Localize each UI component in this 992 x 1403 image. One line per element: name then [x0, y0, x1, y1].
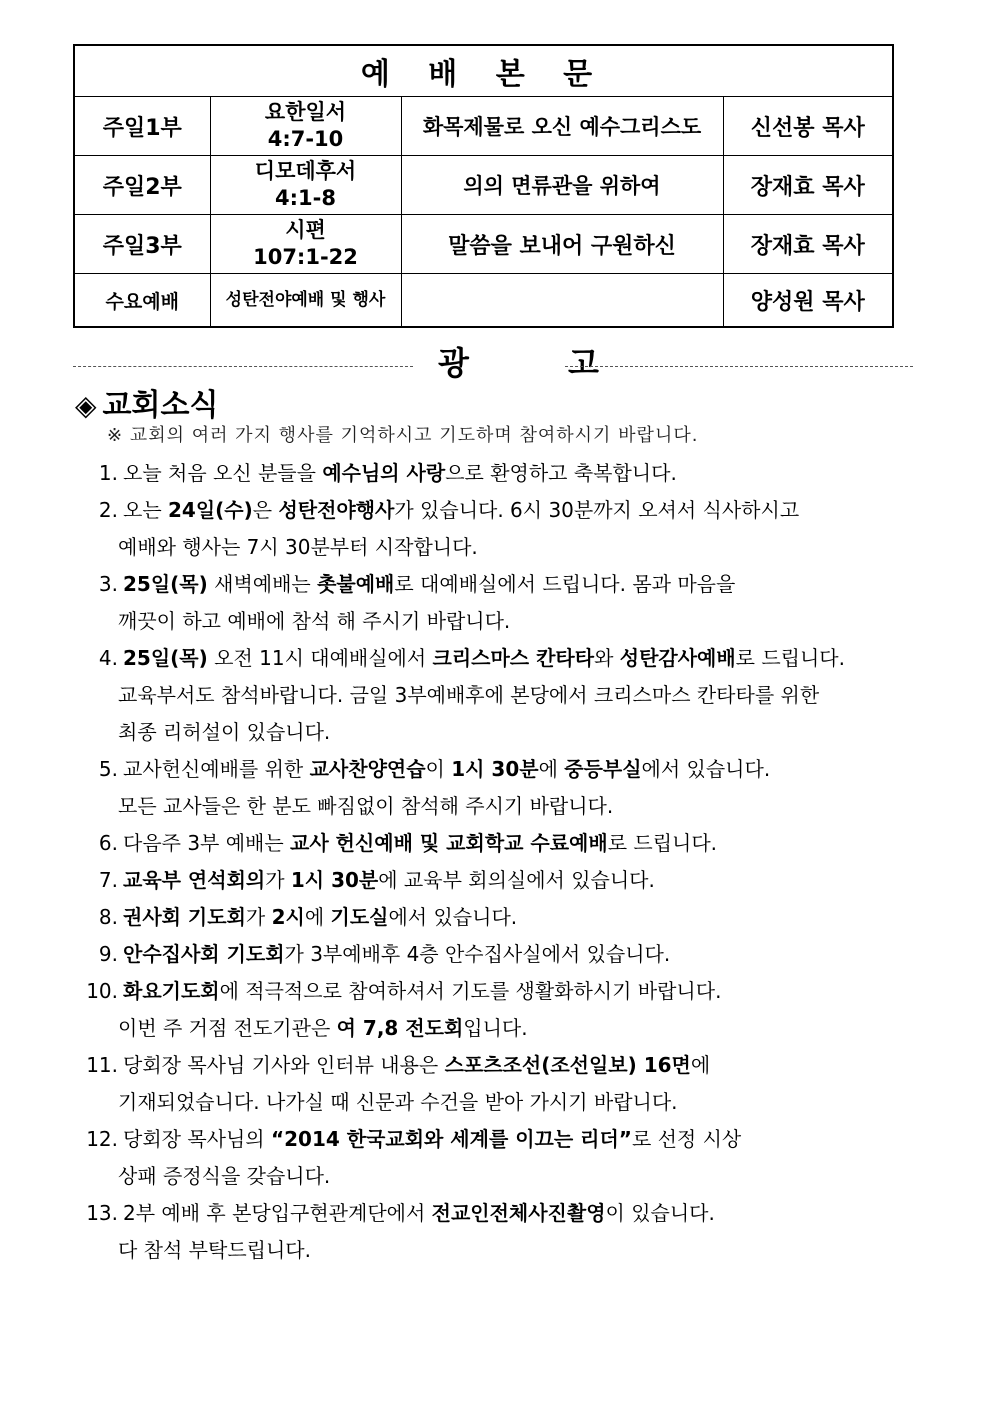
list-item-line	[70, 566, 920, 603]
divider-left	[73, 366, 413, 367]
list-item-continuation: 이번 주 거점 전도기관은 여 7,8 전도회입니다.	[118, 1016, 528, 1040]
list-item-line	[70, 973, 920, 1010]
service-name: 수요예배	[74, 274, 210, 328]
pastor-name: 장재효 목사	[723, 156, 893, 215]
divider-right	[565, 366, 913, 367]
list-item-number: 3.	[98, 572, 118, 596]
list-item-text: 당회장 목사님의 “2014 한국교회와 세계를 이끄는 리더”로 선정 시상	[123, 1127, 742, 1151]
list-item-continuation: 교육부서도 참석바랍니다. 금일 3부예배후에 본당에서 크리스마스 칸타타를 위한	[118, 683, 820, 707]
list-item-text: 교육부 연석회의가 1시 30분에 교육부 회의실에서 있습니다.	[123, 868, 655, 892]
table-row	[74, 156, 893, 215]
list-item-line	[70, 899, 920, 936]
list-item-continuation: 최종 리허설이 있습니다.	[118, 720, 331, 744]
list-item	[70, 492, 920, 566]
diamond-icon: ◈	[75, 389, 97, 422]
list-item-text: 오늘 처음 오신 분들을 예수님의 사랑으로 환영하고 축복합니다.	[123, 461, 677, 485]
list-item-number: 4.	[98, 646, 118, 670]
list-item-number: 6.	[98, 831, 118, 855]
pastor-name: 신선봉 목사	[723, 97, 893, 156]
list-item-text: 25일(목) 새벽예배는 촛불예배로 대예배실에서 드립니다. 몸과 마음을	[123, 572, 736, 596]
service-name: 주일1부	[74, 97, 210, 156]
list-item-continuation: 다 참석 부탁드립니다.	[118, 1238, 311, 1262]
list-item-line	[70, 1047, 920, 1084]
list-item-number: 12.	[86, 1127, 118, 1151]
list-item	[70, 1047, 920, 1121]
scripture: 성탄전야예배 및 행사	[210, 274, 401, 328]
ads-title: 광 고	[438, 344, 643, 382]
worship-title: 예 배 본 문	[74, 45, 893, 97]
sermon-title: 의의 면류관을 위하여	[401, 156, 723, 215]
list-item	[70, 825, 920, 862]
list-item-continuation: 상패 증정식을 갖습니다.	[118, 1164, 331, 1188]
list-item-number: 10.	[86, 979, 118, 1003]
sermon-title	[401, 274, 723, 328]
list-item-text: 안수집사회 기도회가 3부예배후 4층 안수집사실에서 있습니다.	[123, 942, 671, 966]
list-item-text: 오는 24일(수)은 성탄전야행사가 있습니다. 6시 30분까지 오셔서 식사하시고	[123, 498, 800, 522]
list-item-text: 다음주 3부 예배는 교사 헌신예배 및 교회학교 수료예배로 드립니다.	[123, 831, 718, 855]
ads-header	[73, 338, 913, 382]
list-item-text: 교사헌신예배를 위한 교사찬양연습이 1시 30분에 중등부실에서 있습니다.	[123, 757, 771, 781]
list-item-line	[70, 492, 920, 529]
scripture: 요한일서 4:7-10	[210, 97, 401, 156]
list-item	[70, 566, 920, 640]
list-item	[70, 751, 920, 825]
list-item-continuation: 기재되었습니다. 나가실 때 신문과 수건을 받아 가시기 바랍니다.	[118, 1090, 678, 1114]
list-item-continuation: 깨끗이 하고 예배에 참석 해 주시기 바랍니다.	[118, 609, 511, 633]
list-item-line	[70, 936, 920, 973]
list-item-number: 11.	[86, 1053, 118, 1077]
list-item	[70, 862, 920, 899]
table-row	[74, 274, 893, 328]
pastor-name: 장재효 목사	[723, 215, 893, 274]
list-item-line	[70, 1195, 920, 1232]
scripture: 디모데후서 4:1-8	[210, 156, 401, 215]
list-item-text: 화요기도회에 적극적으로 참여하셔서 기도를 생활화하시기 바랍니다.	[123, 979, 722, 1003]
list-item-continuation: 예배와 행사는 7시 30분부터 시작합니다.	[118, 535, 478, 559]
list-item-number: 8.	[98, 905, 118, 929]
list-item	[70, 973, 920, 1047]
list-item-number: 2.	[98, 498, 118, 522]
service-name: 주일3부	[74, 215, 210, 274]
list-item-text: 당회장 목사님 기사와 인터뷰 내용은 스포츠조선(조선일보) 16면에	[123, 1053, 711, 1077]
worship-table	[73, 44, 894, 328]
service-name: 주일2부	[74, 156, 210, 215]
list-item-line	[70, 825, 920, 862]
notice-text: ※ 교회의 여러 가지 행사를 기억하시고 기도하며 참여하시기 바랍니다.	[107, 425, 699, 446]
list-item	[70, 640, 920, 751]
list-item	[70, 455, 920, 492]
list-item-text: 25일(목) 오전 11시 대예배실에서 크리스마스 칸타타와 성탄감사예배로 드립니다.	[123, 646, 845, 670]
table-row	[74, 215, 893, 274]
list-item-number: 1.	[98, 461, 118, 485]
list-item-number: 13.	[86, 1201, 118, 1225]
list-item	[70, 899, 920, 936]
list-item-line	[70, 751, 920, 788]
table-row	[74, 97, 893, 156]
list-item-line	[70, 640, 920, 677]
list-item-number: 7.	[98, 868, 118, 892]
scripture: 시편 107:1-22	[210, 215, 401, 274]
list-item-text: 권사회 기도회가 2시에 기도실에서 있습니다.	[123, 905, 518, 929]
list-item	[70, 1121, 920, 1195]
list-item-text: 2부 예배 후 본당입구현관계단에서 전교인전체사진촬영이 있습니다.	[123, 1201, 715, 1225]
announcement-list	[70, 455, 920, 1269]
list-item-line	[70, 455, 920, 492]
list-item-line	[70, 862, 920, 899]
section-title: ◈ 교회소식	[75, 388, 219, 423]
list-item-continuation: 모든 교사들은 한 분도 빠짐없이 참석해 주시기 바랍니다.	[118, 794, 614, 818]
sermon-title: 화목제물로 오신 예수그리스도	[401, 97, 723, 156]
list-item-number: 5.	[98, 757, 118, 781]
list-item-number: 9.	[98, 942, 118, 966]
list-item	[70, 1195, 920, 1269]
list-item	[70, 936, 920, 973]
sermon-title: 말씀을 보내어 구원하신	[401, 215, 723, 274]
list-item-line	[70, 1121, 920, 1158]
pastor-name: 양성원 목사	[723, 274, 893, 328]
